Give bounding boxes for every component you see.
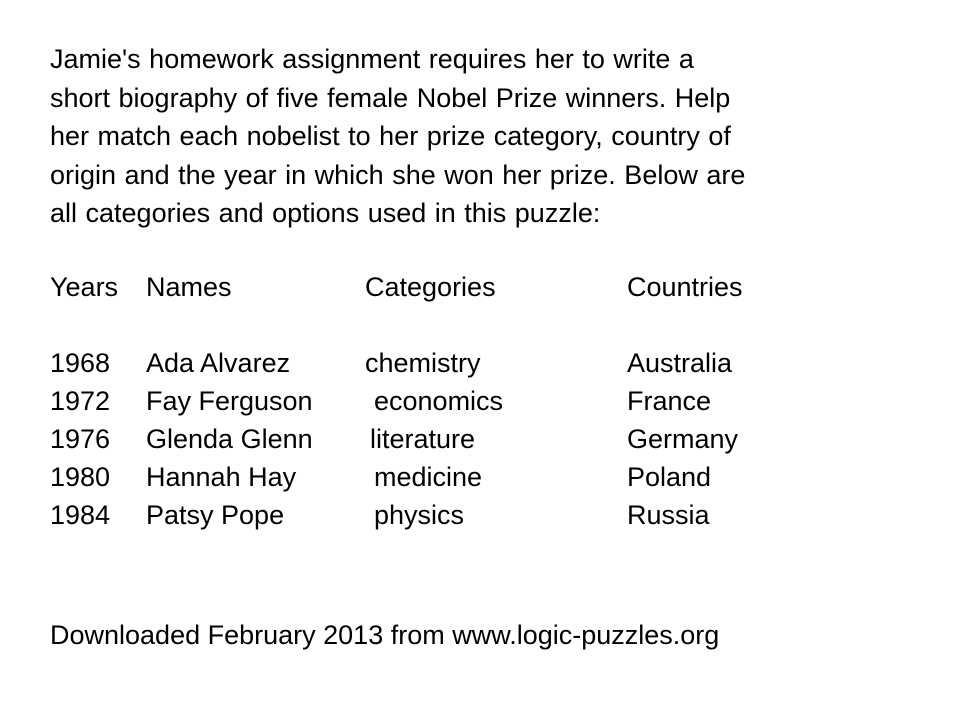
category-cell: chemistry (365, 348, 481, 378)
name-cell: Fay Ferguson (146, 386, 313, 416)
year-cell: 1984 (50, 500, 111, 530)
intro-line: Jamie's homework assignment requires her to write a (50, 44, 694, 74)
year-cell: 1976 (50, 424, 111, 454)
year-cell: 1968 (50, 348, 111, 378)
intro-line: all categories and options used in this puzzle: (50, 198, 601, 228)
intro-paragraph (50, 40, 910, 233)
country-cell: Poland (627, 462, 712, 492)
category-cell: medicine (374, 462, 483, 492)
header-names: Names (146, 272, 232, 302)
category-cell: economics (374, 386, 504, 416)
intro-line: short biography of five female Nobel Prize winners. Help (50, 82, 731, 113)
country-cell: France (627, 386, 712, 416)
category-cell: literature (370, 424, 476, 454)
intro-line: origin and the year in which she won her prize. Below are (50, 159, 746, 190)
country-cell: Germany (627, 424, 739, 454)
name-cell: Glenda Glenn (146, 424, 313, 454)
name-cell: Patsy Pope (146, 500, 285, 530)
country-cell: Australia (627, 348, 733, 378)
source-footer: Downloaded February 2013 from www.logic-puzzles.org (50, 620, 720, 650)
name-cell: Hannah Hay (146, 462, 297, 492)
year-cell: 1980 (50, 462, 111, 492)
year-cell: 1972 (50, 386, 111, 416)
country-cell: Russia (627, 500, 710, 530)
header-countries: Countries (627, 272, 743, 302)
name-cell: Ada Alvarez (146, 348, 291, 378)
header-categories: Categories (365, 272, 496, 302)
intro-line: her match each nobelist to her prize category, country of (50, 121, 731, 151)
header-years: Years (50, 272, 119, 302)
category-cell: physics (374, 500, 465, 530)
